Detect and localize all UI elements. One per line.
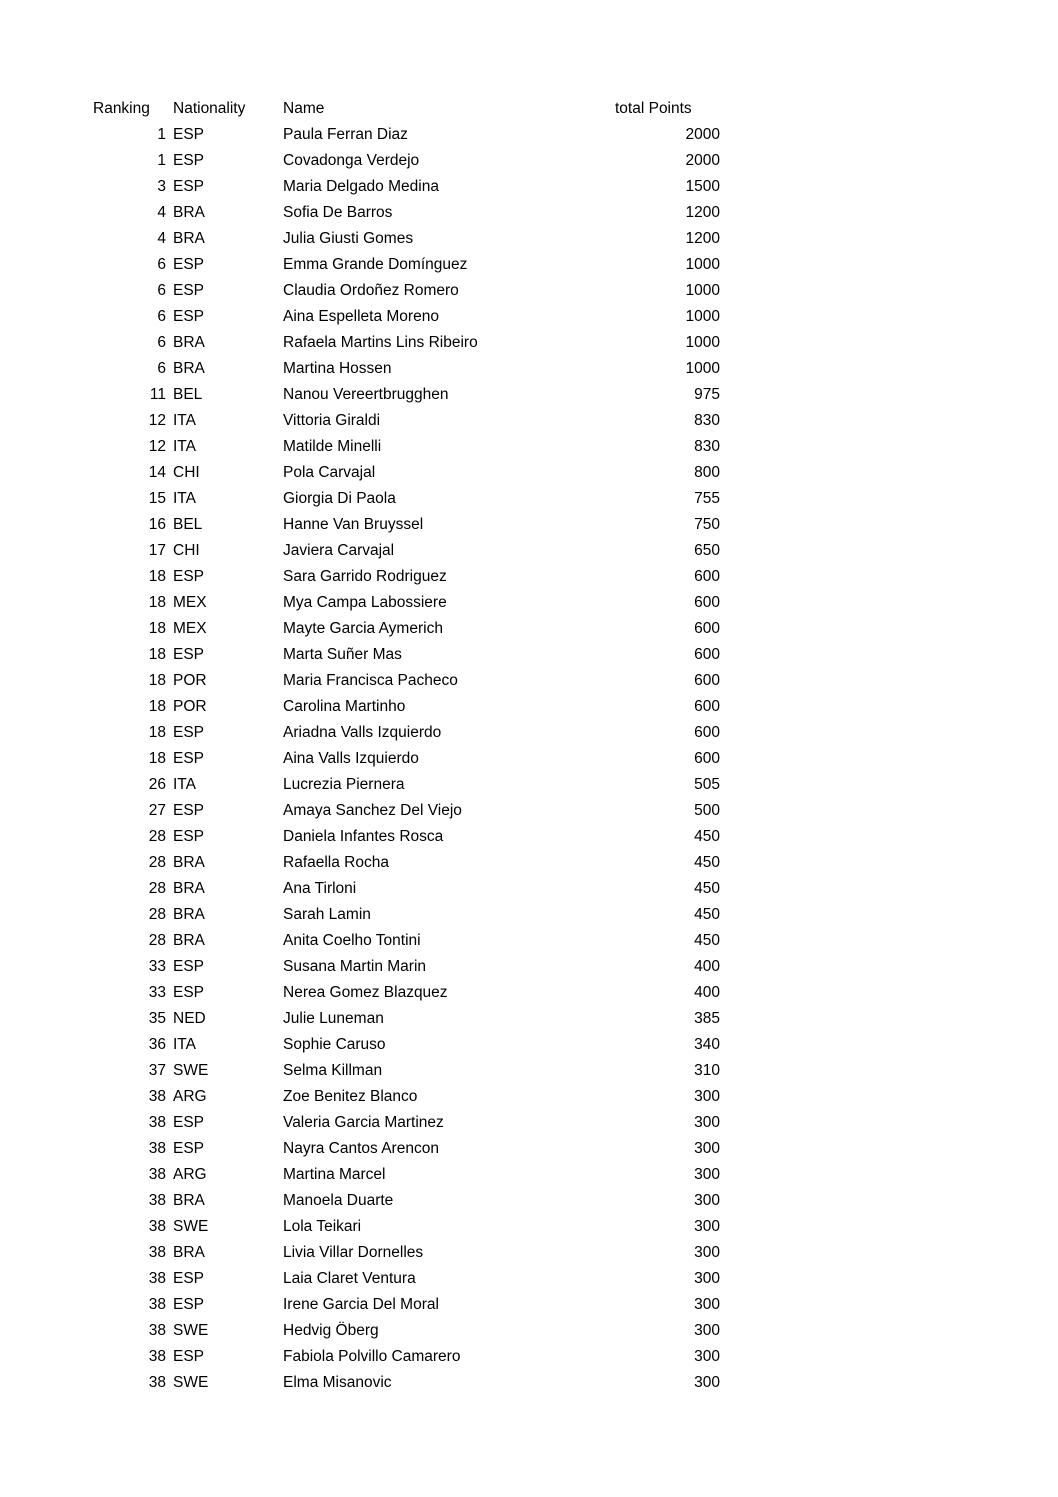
ranking-cell: 38 — [148, 1270, 166, 1287]
ranking-cell: 27 — [148, 802, 166, 819]
points-cell: 1000 — [685, 360, 720, 377]
ranking-cell: 28 — [148, 906, 166, 923]
table-row — [93, 668, 723, 694]
points-cell: 750 — [694, 516, 720, 533]
ranking-cell: 16 — [148, 516, 166, 533]
points-cell: 450 — [694, 828, 720, 845]
nationality-cell: BRA — [173, 932, 205, 949]
table-row — [93, 122, 723, 148]
nationality-cell: ESP — [173, 724, 205, 741]
ranking-cell: 38 — [148, 1114, 166, 1131]
ranking-cell: 18 — [148, 672, 166, 689]
ranking-cell: 6 — [157, 282, 166, 299]
points-cell: 830 — [694, 438, 720, 455]
ranking-cell: 38 — [148, 1296, 166, 1313]
points-cell: 300 — [694, 1114, 720, 1131]
nationality-cell: ITA — [173, 776, 196, 793]
table-row — [93, 538, 723, 564]
points-cell: 975 — [694, 386, 720, 403]
table-row — [93, 1032, 723, 1058]
name-cell: Nerea Gomez Blazquez — [283, 984, 448, 1001]
table-row — [93, 746, 723, 772]
nationality-cell: ITA — [173, 1036, 196, 1053]
table-row — [93, 460, 723, 486]
points-cell: 400 — [694, 984, 720, 1001]
ranking-cell: 18 — [148, 594, 166, 611]
nationality-cell: ITA — [173, 438, 196, 455]
name-cell: Irene Garcia Del Moral — [283, 1296, 439, 1313]
table-row — [93, 1058, 723, 1084]
nationality-cell: BEL — [173, 516, 203, 533]
name-cell: Hanne Van Bruyssel — [283, 516, 424, 533]
column-header-nationality: Nationality — [173, 100, 246, 117]
nationality-cell: BRA — [173, 880, 205, 897]
points-cell: 340 — [694, 1036, 720, 1053]
ranking-cell: 28 — [148, 932, 166, 949]
nationality-cell: ARG — [173, 1166, 207, 1183]
points-cell: 2000 — [685, 126, 720, 143]
table-row — [93, 148, 723, 174]
table-row — [93, 1110, 723, 1136]
table-row — [93, 590, 723, 616]
table-body — [93, 122, 723, 1396]
table-row — [93, 564, 723, 590]
ranking-cell: 6 — [157, 360, 166, 377]
ranking-cell: 1 — [157, 152, 166, 169]
ranking-cell: 18 — [148, 698, 166, 715]
name-cell: Anita Coelho Tontini — [283, 932, 421, 949]
name-cell: Lola Teikari — [283, 1218, 362, 1235]
ranking-cell: 14 — [148, 464, 166, 481]
name-cell: Paula Ferran Diaz — [283, 126, 408, 143]
ranking-cell: 18 — [148, 724, 166, 741]
name-cell: Sophie Caruso — [283, 1036, 386, 1053]
name-cell: Nayra Cantos Arencon — [283, 1140, 439, 1157]
table-row — [93, 928, 723, 954]
nationality-cell: BRA — [173, 360, 205, 377]
nationality-cell: ESP — [173, 308, 205, 325]
name-cell: Susana Martin Marin — [283, 958, 427, 975]
name-cell: Ariadna Valls Izquierdo — [283, 724, 442, 741]
points-cell: 1000 — [685, 308, 720, 325]
nationality-cell: ESP — [173, 646, 205, 663]
points-cell: 1000 — [685, 256, 720, 273]
name-cell: Laia Claret Ventura — [283, 1270, 416, 1287]
ranking-cell: 4 — [157, 230, 166, 247]
table-row — [93, 720, 723, 746]
nationality-cell: BRA — [173, 230, 205, 247]
table-row — [93, 1370, 723, 1396]
points-cell: 600 — [694, 698, 720, 715]
points-cell: 600 — [694, 646, 720, 663]
nationality-cell: ESP — [173, 802, 205, 819]
ranking-cell: 11 — [149, 386, 166, 403]
points-cell: 650 — [694, 542, 720, 559]
name-cell: Carolina Martinho — [283, 698, 406, 715]
name-cell: Mya Campa Labossiere — [283, 594, 447, 611]
ranking-cell: 18 — [148, 750, 166, 767]
ranking-cell: 17 — [148, 542, 166, 559]
name-cell: Aina Valls Izquierdo — [283, 750, 419, 767]
nationality-cell: ARG — [173, 1088, 207, 1105]
points-cell: 1200 — [685, 204, 720, 221]
ranking-cell: 38 — [148, 1374, 166, 1391]
nationality-cell: MEX — [173, 620, 207, 637]
name-cell: Daniela Infantes Rosca — [283, 828, 444, 845]
name-cell: Valeria Garcia Martinez — [283, 1114, 444, 1131]
points-cell: 450 — [694, 932, 720, 949]
column-header-ranking: Ranking — [93, 100, 150, 117]
ranking-cell: 36 — [148, 1036, 166, 1053]
ranking-cell: 28 — [148, 854, 166, 871]
points-cell: 300 — [694, 1192, 720, 1209]
column-header-total-points: total Points — [615, 100, 692, 117]
nationality-cell: BRA — [173, 906, 205, 923]
nationality-cell: ESP — [173, 152, 205, 169]
nationality-cell: ESP — [173, 1296, 205, 1313]
nationality-cell: CHI — [173, 464, 200, 481]
name-cell: Zoe Benitez Blanco — [283, 1088, 418, 1105]
points-cell: 300 — [694, 1374, 720, 1391]
nationality-cell: ESP — [173, 828, 205, 845]
table-row — [93, 330, 723, 356]
nationality-cell: ESP — [173, 750, 205, 767]
ranking-cell: 18 — [148, 620, 166, 637]
table-row — [93, 850, 723, 876]
ranking-cell: 38 — [148, 1140, 166, 1157]
nationality-cell: ESP — [173, 178, 205, 195]
nationality-cell: ESP — [173, 256, 205, 273]
ranking-cell: 15 — [148, 490, 166, 507]
nationality-cell: POR — [173, 698, 207, 715]
nationality-cell: CHI — [173, 542, 200, 559]
name-cell: Martina Hossen — [283, 360, 392, 377]
points-cell: 600 — [694, 568, 720, 585]
name-cell: Maria Francisca Pacheco — [283, 672, 458, 689]
table-row — [93, 798, 723, 824]
name-cell: Hedvig Öberg — [283, 1322, 379, 1339]
ranking-cell: 35 — [148, 1010, 166, 1027]
points-cell: 300 — [694, 1296, 720, 1313]
name-cell: Javiera Carvajal — [283, 542, 395, 559]
ranking-cell: 6 — [157, 308, 166, 325]
ranking-cell: 26 — [148, 776, 166, 793]
points-cell: 300 — [694, 1348, 720, 1365]
name-cell: Maria Delgado Medina — [283, 178, 439, 195]
nationality-cell: SWE — [173, 1374, 209, 1391]
table-row — [93, 304, 723, 330]
name-cell: Sofia De Barros — [283, 204, 393, 221]
table-row — [93, 980, 723, 1006]
nationality-cell: ESP — [173, 1114, 205, 1131]
name-cell: Rafaela Martins Lins Ribeiro — [283, 334, 478, 351]
table-row — [93, 616, 723, 642]
nationality-cell: BRA — [173, 334, 205, 351]
ranking-cell: 33 — [148, 958, 166, 975]
nationality-cell: NED — [173, 1010, 206, 1027]
nationality-cell: ESP — [173, 282, 205, 299]
points-cell: 2000 — [685, 152, 720, 169]
nationality-cell: BRA — [173, 1244, 205, 1261]
ranking-cell: 4 — [157, 204, 166, 221]
name-cell: Selma Killman — [283, 1062, 383, 1079]
name-cell: Martina Marcel — [283, 1166, 386, 1183]
ranking-cell: 38 — [148, 1166, 166, 1183]
name-cell: Fabiola Polvillo Camarero — [283, 1348, 461, 1365]
points-cell: 450 — [694, 906, 720, 923]
nationality-cell: BRA — [173, 1192, 205, 1209]
table-row — [93, 824, 723, 850]
ranking-cell: 38 — [148, 1348, 166, 1365]
points-cell: 1500 — [685, 178, 720, 195]
table-row — [93, 200, 723, 226]
nationality-cell: ESP — [173, 1348, 205, 1365]
table-row — [93, 174, 723, 200]
points-cell: 300 — [694, 1166, 720, 1183]
table-row — [93, 1006, 723, 1032]
ranking-cell: 12 — [148, 438, 166, 455]
points-cell: 600 — [694, 672, 720, 689]
table-row — [93, 954, 723, 980]
points-cell: 600 — [694, 750, 720, 767]
ranking-cell: 38 — [148, 1244, 166, 1261]
table-row — [93, 642, 723, 668]
ranking-cell: 6 — [157, 334, 166, 351]
ranking-cell: 1 — [157, 126, 166, 143]
ranking-cell: 38 — [148, 1322, 166, 1339]
table-row — [93, 1136, 723, 1162]
name-cell: Giorgia Di Paola — [283, 490, 396, 507]
nationality-cell: SWE — [173, 1218, 209, 1235]
table-row — [93, 694, 723, 720]
points-cell: 300 — [694, 1218, 720, 1235]
ranking-cell: 38 — [148, 1088, 166, 1105]
points-cell: 450 — [694, 880, 720, 897]
nationality-cell: ESP — [173, 1140, 205, 1157]
name-cell: Aina Espelleta Moreno — [283, 308, 439, 325]
name-cell: Julia Giusti Gomes — [283, 230, 414, 247]
table-row — [93, 434, 723, 460]
table-row — [93, 1188, 723, 1214]
points-cell: 300 — [694, 1270, 720, 1287]
name-cell: Nanou Vereertbrugghen — [283, 386, 449, 403]
ranking-cell: 38 — [148, 1218, 166, 1235]
name-cell: Marta Suñer Mas — [283, 646, 402, 663]
table-row — [93, 902, 723, 928]
table-row — [93, 1214, 723, 1240]
name-cell: Elma Misanovic — [283, 1374, 392, 1391]
points-cell: 1000 — [685, 282, 720, 299]
nationality-cell: SWE — [173, 1322, 209, 1339]
name-cell: Amaya Sanchez Del Viejo — [283, 802, 462, 819]
ranking-cell: 38 — [148, 1192, 166, 1209]
table-row — [93, 408, 723, 434]
name-cell: Julie Luneman — [283, 1010, 384, 1027]
table-row — [93, 226, 723, 252]
points-cell: 830 — [694, 412, 720, 429]
table-header-row — [93, 96, 723, 122]
name-cell: Mayte Garcia Aymerich — [283, 620, 443, 637]
points-cell: 450 — [694, 854, 720, 871]
nationality-cell: POR — [173, 672, 207, 689]
name-cell: Rafaella Rocha — [283, 854, 389, 871]
column-header-name: Name — [283, 100, 325, 117]
ranking-cell: 18 — [148, 568, 166, 585]
nationality-cell: ESP — [173, 958, 205, 975]
name-cell: Sara Garrido Rodriguez — [283, 568, 447, 585]
table-row — [93, 252, 723, 278]
name-cell: Ana Tirloni — [283, 880, 357, 897]
nationality-cell: ITA — [173, 412, 196, 429]
ranking-cell: 12 — [148, 412, 166, 429]
points-cell: 300 — [694, 1088, 720, 1105]
points-cell: 400 — [694, 958, 720, 975]
points-cell: 1200 — [685, 230, 720, 247]
ranking-cell: 28 — [148, 828, 166, 845]
nationality-cell: MEX — [173, 594, 207, 611]
nationality-cell: ESP — [173, 1270, 205, 1287]
table-row — [93, 278, 723, 304]
nationality-cell: BRA — [173, 854, 205, 871]
name-cell: Emma Grande Domínguez — [283, 256, 468, 273]
ranking-cell: 6 — [157, 256, 166, 273]
name-cell: Lucrezia Piernera — [283, 776, 405, 793]
points-cell: 500 — [694, 802, 720, 819]
name-cell: Claudia Ordoñez Romero — [283, 282, 459, 299]
ranking-cell: 28 — [148, 880, 166, 897]
points-cell: 385 — [694, 1010, 720, 1027]
points-cell: 800 — [694, 464, 720, 481]
name-cell: Pola Carvajal — [283, 464, 376, 481]
ranking-cell: 33 — [148, 984, 166, 1001]
name-cell: Sarah Lamin — [283, 906, 371, 923]
nationality-cell: ESP — [173, 984, 205, 1001]
ranking-cell: 37 — [148, 1062, 166, 1079]
table-row — [93, 1266, 723, 1292]
table-row — [93, 382, 723, 408]
points-cell: 600 — [694, 594, 720, 611]
name-cell: Matilde Minelli — [283, 438, 382, 455]
points-cell: 1000 — [685, 334, 720, 351]
nationality-cell: SWE — [173, 1062, 209, 1079]
nationality-cell: ESP — [173, 568, 205, 585]
table-row — [93, 512, 723, 538]
table-row — [93, 1292, 723, 1318]
nationality-cell: ITA — [173, 490, 196, 507]
points-cell: 600 — [694, 724, 720, 741]
table-row — [93, 1162, 723, 1188]
rankings-table — [93, 96, 723, 1396]
table-row — [93, 356, 723, 382]
table-row — [93, 772, 723, 798]
table-row — [93, 486, 723, 512]
name-cell: Vittoria Giraldi — [283, 412, 381, 429]
table-row — [93, 1240, 723, 1266]
name-cell: Manoela Duarte — [283, 1192, 394, 1209]
nationality-cell: BEL — [173, 386, 203, 403]
nationality-cell: ESP — [173, 126, 205, 143]
table-row — [93, 1318, 723, 1344]
nationality-cell: BRA — [173, 204, 205, 221]
table-row — [93, 1084, 723, 1110]
points-cell: 505 — [694, 776, 720, 793]
name-cell: Livia Villar Dornelles — [283, 1244, 424, 1261]
points-cell: 755 — [694, 490, 720, 507]
table-row — [93, 1344, 723, 1370]
points-cell: 300 — [694, 1244, 720, 1261]
points-cell: 300 — [694, 1140, 720, 1157]
name-cell: Covadonga Verdejo — [283, 152, 420, 169]
ranking-cell: 18 — [148, 646, 166, 663]
table-row — [93, 876, 723, 902]
ranking-cell: 3 — [157, 178, 166, 195]
points-cell: 300 — [694, 1322, 720, 1339]
points-cell: 600 — [694, 620, 720, 637]
points-cell: 310 — [694, 1062, 720, 1079]
